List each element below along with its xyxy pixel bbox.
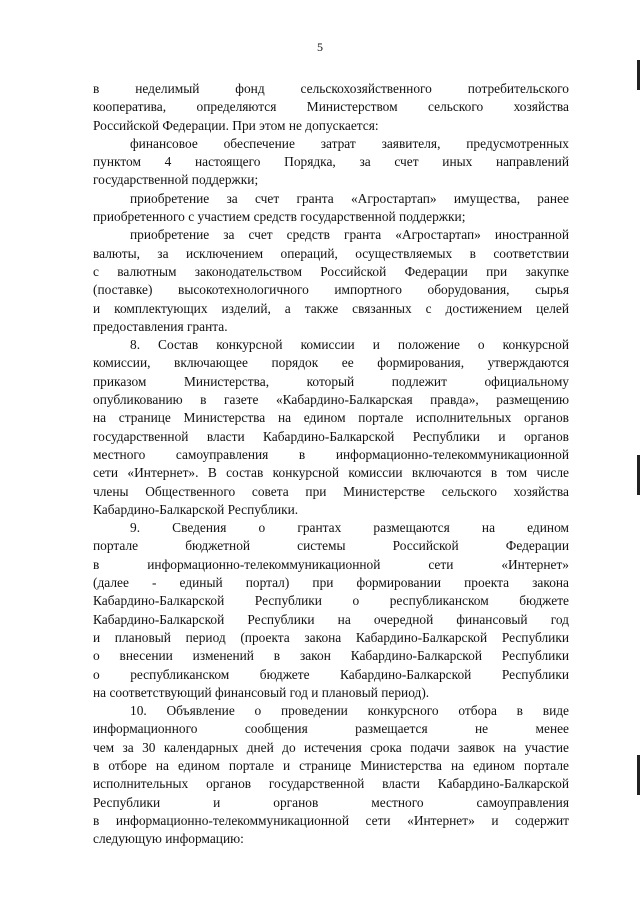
text-line: Российской Федерации. При этом не допускается:	[93, 117, 379, 133]
text-line: портале бюджетной системы Российской Федерации	[93, 538, 569, 554]
text-line: (поставке) высокотехнологичного импортного оборудования, сырья	[93, 282, 569, 298]
text-line: сети «Интернет». В состав конкурсной комиссии включаются в том числе	[93, 465, 569, 481]
text-line: в неделимый фонд сельскохозяйственного потребительского	[93, 81, 569, 96]
text-line: местного самоуправления в информационно-телекоммуникационной	[93, 446, 569, 462]
text-line: в информационно-телекоммуникационной сети «Интернет» и содержит	[93, 812, 569, 828]
text-line: о внесении изменений в закон Кабардино-Балкарской Республики	[93, 648, 569, 664]
text-line: кооператива, определяются Министерством сельского хозяйства	[93, 99, 569, 115]
text-line: в отборе на едином портале и странице Министерства на едином портале	[93, 757, 569, 773]
text-line: предоставления гранта.	[93, 318, 228, 334]
text-line: (далее - единый портал) при формировании проекта закона	[93, 575, 569, 591]
text-line: Кабардино-Балкарской Республики.	[93, 501, 299, 517]
text-line: о республиканском бюджете Кабардино-Балкарской Республики	[93, 666, 569, 682]
text-line: на соответствующий финансовый год и плановый период).	[93, 684, 430, 700]
text-line: 8. Состав конкурсной комиссии и положение о конкурсной	[130, 337, 569, 353]
text-line: государственной власти Кабардино-Балкарской Республики и органов	[93, 428, 569, 444]
text-line: приобретенного с участием средств государственной поддержки;	[93, 209, 466, 225]
page-number: 5	[317, 40, 323, 54]
text-line: Кабардино-Балкарской Республики на очередной финансовый год	[93, 611, 569, 627]
text-line: члены Общественного совета при Министерстве сельского хозяйства	[93, 483, 569, 499]
document-body	[93, 80, 569, 848]
text-line: чем за 30 календарных дней до истечения срока подачи заявок на участие	[93, 739, 569, 755]
text-line: 10. Объявление о проведении конкурсного отбора в виде	[130, 703, 569, 719]
text-line: приказом Министерства, который подлежит официальному	[93, 373, 569, 389]
text-line: информационного сообщения размещается не менее	[93, 721, 569, 737]
text-line: валюты, за исключением операций, осуществляемых в соответствии	[93, 245, 569, 261]
text-line: государственной поддержки;	[93, 172, 259, 188]
text-line: Кабардино-Балкарской Республики о республиканском бюджете	[93, 593, 569, 609]
text-line: на странице Министерства на едином портале исполнительных органов	[93, 410, 569, 426]
text-line: пунктом 4 настоящего Порядка, за счет иных направлений	[93, 154, 569, 170]
text-line: Республики и органов местного самоуправления	[93, 794, 569, 810]
text-line: приобретение за счет средств гранта «Агростартап» иностранной	[130, 227, 569, 243]
text-line: опубликованию в газете «Кабардино-Балкарская правда», размещению	[93, 392, 569, 408]
text-line: с валютным законодательством Российской Федерации при закупке	[93, 263, 569, 279]
text-line: комиссии, включающее порядок ее формирования, утверждаются	[93, 355, 569, 371]
text-line: в информационно-телекоммуникационной сети «Интернет»	[93, 556, 569, 572]
text-line: исполнительных органов государственной власти Кабардино-Балкарской	[93, 776, 569, 792]
text-line: приобретение за счет гранта «Агростартап» имущества, ранее	[130, 190, 569, 206]
text-line: финансовое обеспечение затрат заявителя, предусмотренных	[130, 135, 569, 151]
text-line: следующую информацию:	[93, 831, 244, 847]
text-line: и комплектующих изделий, а также связанных с достижением целей	[93, 300, 569, 316]
text-line: 9. Сведения о грантах размещаются на едином	[130, 520, 569, 536]
text-line: и плановый период (проекта закона Кабардино-Балкарской Республики	[93, 629, 569, 645]
